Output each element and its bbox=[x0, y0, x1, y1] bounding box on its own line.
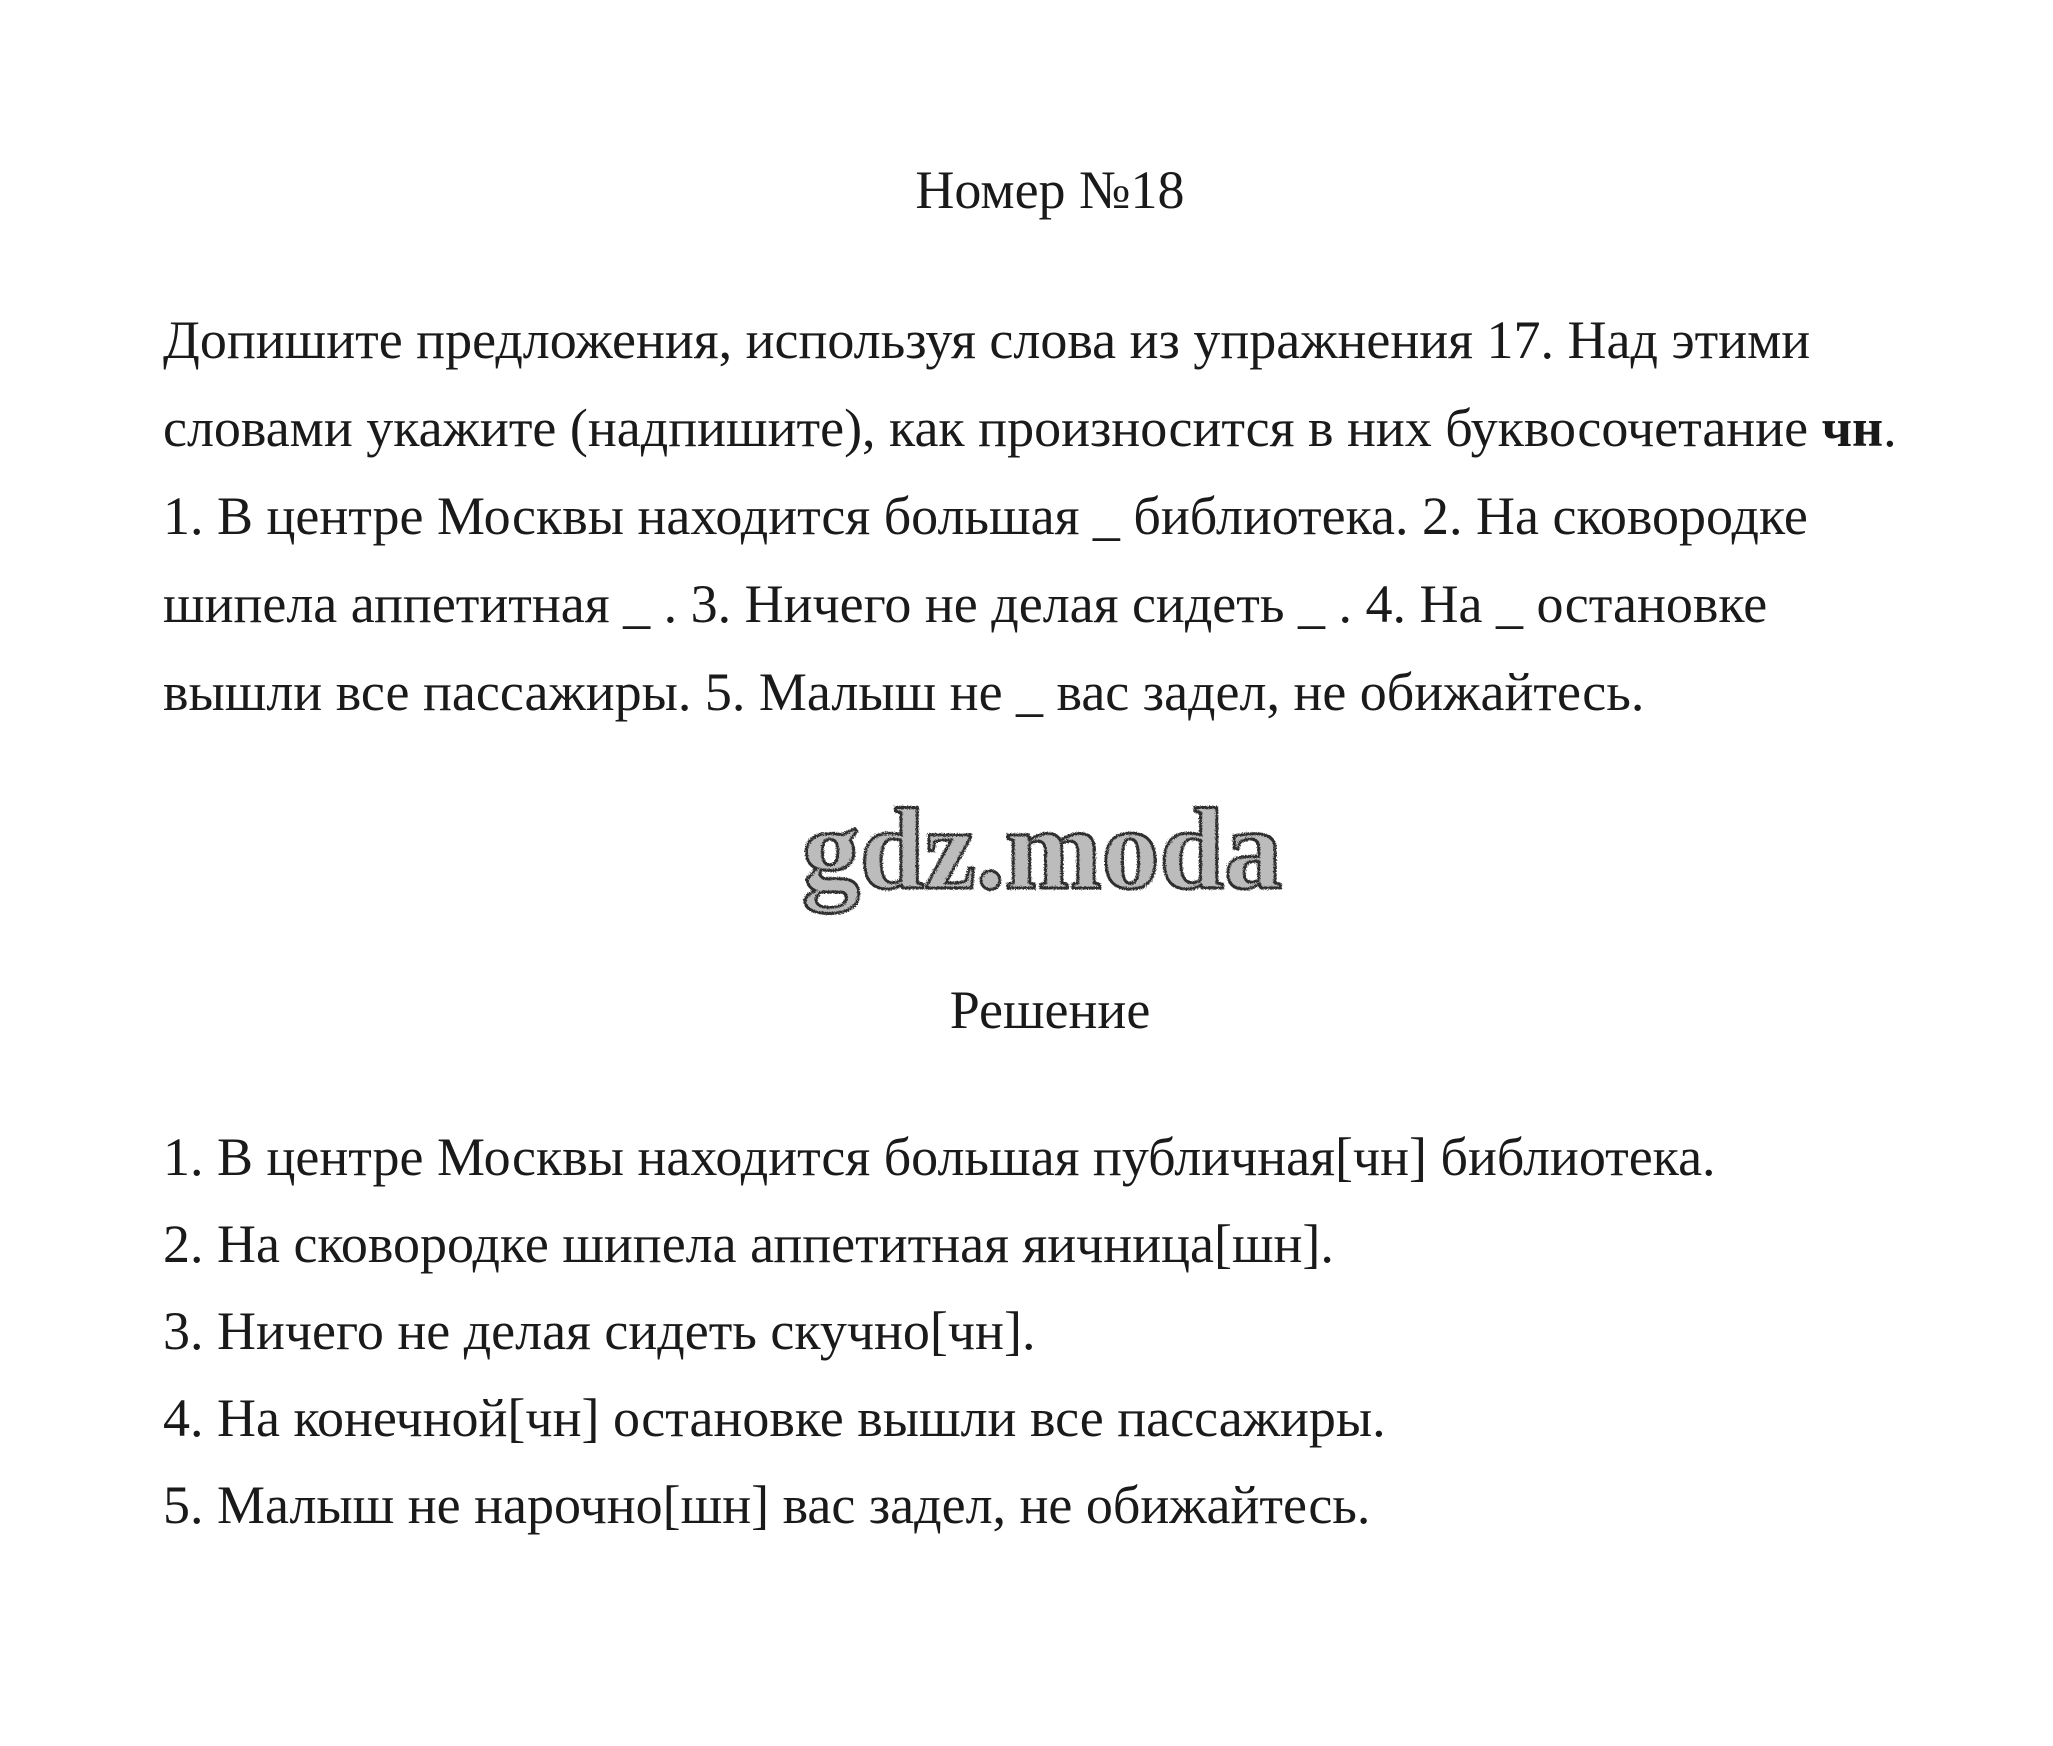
answer-item: 3. Ничего не делая сидеть скучно[чн]. bbox=[163, 1301, 1036, 1361]
task-text bbox=[163, 296, 1923, 736]
answer-list bbox=[163, 1114, 2023, 1549]
instruction-prefix: Допишите предложения, используя слова из упражнения 17. Над этими словами укажите (надпишите), как произносится в них буквосочетание bbox=[163, 310, 1822, 458]
answer-item: 1. В центре Москвы находится большая публичная[чн] библиотека. bbox=[163, 1127, 1716, 1187]
answer-item: 5. Малыш не нарочно[шн] вас задел, не обижайтесь. bbox=[163, 1475, 1371, 1535]
watermark-logo bbox=[742, 800, 1342, 950]
instruction-bold-letters: чн bbox=[1821, 398, 1884, 458]
instruction-suffix: . bbox=[1883, 398, 1897, 458]
watermark-text: gdz.moda bbox=[801, 800, 1283, 914]
answer-item: 4. На конечной[чн] остановке вышли все пассажиры. bbox=[163, 1388, 1386, 1448]
task-sentences: 1. В центре Москвы находится большая _ библиотека. 2. На сковородке шипела аппетитная _ . 3. Ничего не делая сидеть _ . 4. На _ остановке вышли все пассажиры. 5. Малыш не _ вас задел, не обижайтесь. bbox=[163, 486, 1808, 722]
answer-item: 2. На сковородке шипела аппетитная яичница[шн]. bbox=[163, 1214, 1334, 1274]
solution-title: Решение bbox=[949, 980, 1151, 1040]
task-title: Номер №18 bbox=[915, 160, 1185, 220]
task-instruction bbox=[163, 296, 1923, 472]
